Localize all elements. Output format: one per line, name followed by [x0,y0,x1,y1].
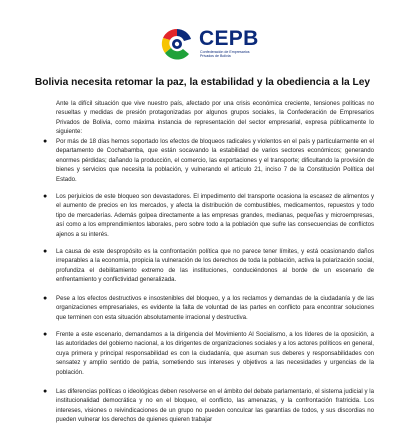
statement-list [43,137,374,425]
cepb-logo-mark [159,26,195,62]
statement-text: Pese a los efectos destructivos e insostenibles del bloqueo, y a los reclamos y demandas de la ciudadanía y de las organizaciones empresariales, es evidente la falta de voluntad de las partes en conflicto para encontrar soluciones que terminen con esta situación absolutamente irracional y destructiva. [56,294,374,321]
statement-item [43,192,374,239]
cepb-logo [159,26,259,62]
bullet-icon: ● [43,294,48,302]
bullet-icon: ● [43,330,48,338]
statement-item [43,137,374,184]
statement-text: Las diferencias políticas o ideológicas deben resolverse en el ámbito del debate parlamentario, el sistema judicial y la institucionalidad democrática y no en el bloqueo, el conflicto, las amenazas, y la confrontación fratricida. Los intereses, visiones o reivindicaciones de un grupo no pueden conculcar las garantías de todos, y sus discordias no pueden vulnerar los derechos de quienes quieren trabajar [56,387,374,424]
statement-item [43,330,374,377]
statement-text: Frente a este escenario, demandamos a la dirigencia del Movimiento Al Socialismo, a los líderes de la oposición, a las autoridades del gobierno nacional, a los dirigentes de organizaciones sociales y a los actores políticos en general, cuya primera y principal responsabilidad es con la ciudadanía, que asuman sus deberes y responsabilidades con sensatez y amplio sentido de patria, sometiendo sus intereses y objetivos a las necesidades y urgencias de la población. [56,330,374,376]
statement-text: La causa de este despropósito es la confrontación política que no parece tener límites, y está ocasionando daños irreparables a la economía, propicia la vulneración de los derechos de toda la población, activa la polarización social, profundiza el debilitamiento extremo de las instituciones, conduciéndonos al borde de un escenario de enfrentamiento y conflictividad generalizada. [56,248,374,284]
logo-subtitle: Confederación de Empresarios Privados de Bolivia [200,50,250,58]
statement-text: Por más de 18 días hemos soportado los efectos de bloqueos radicales y violentos en el país y particularmente en el departamento de Cochabamba, que están socavando la estabilidad de varios sectores económicos; generando enormes pérdidas; dañando la producción, el comercio, las exportaciones y el transporte; dificultando la provisión de bienes y servicios que necesita la población, y vulnerando el artículo 21, inciso 7 de la Constitución Política del Estado. [56,138,374,183]
bullet-icon: ● [43,138,48,145]
statement-item [43,387,374,425]
bullet-icon: ● [43,248,48,256]
statement-item [43,247,374,285]
statement-item [43,294,374,322]
statement-text: Los perjuicios de este bloqueo son devastadores. El impedimento del transporte ocasiona la escasez de alimentos y el aumento de precios en los mercados, y afecta la distribución de combustibles, medicamentos, repuestos y todo tipo de mercaderías. Además golpea directamente a las empresas grandes, medianas, pequeñas y microempresas, así como a los emprendimientos laborales, pero sobre todo a la población que sufre las consecuencias de conflictos ajenos a su interés. [56,193,374,238]
bullet-icon: ● [43,193,48,201]
intro-paragraph: Ante la difícil situación que vive nuestro país, afectado por una crisis económica creciente, tensiones políticas no resueltas y medidas de presión protagonizadas por algunos grupos sociales, la Confederación de Empresarios Privados de Bolivia, como máxima instancia de representación del sector empresarial, expresa públicamente lo siguiente: [56,100,374,136]
bullet-icon: ● [43,387,48,395]
document-title: Bolivia necesita retomar la paz, la estabilidad y la obediencia a la Ley [34,77,371,88]
logo-wordmark: CEPB [199,27,259,50]
